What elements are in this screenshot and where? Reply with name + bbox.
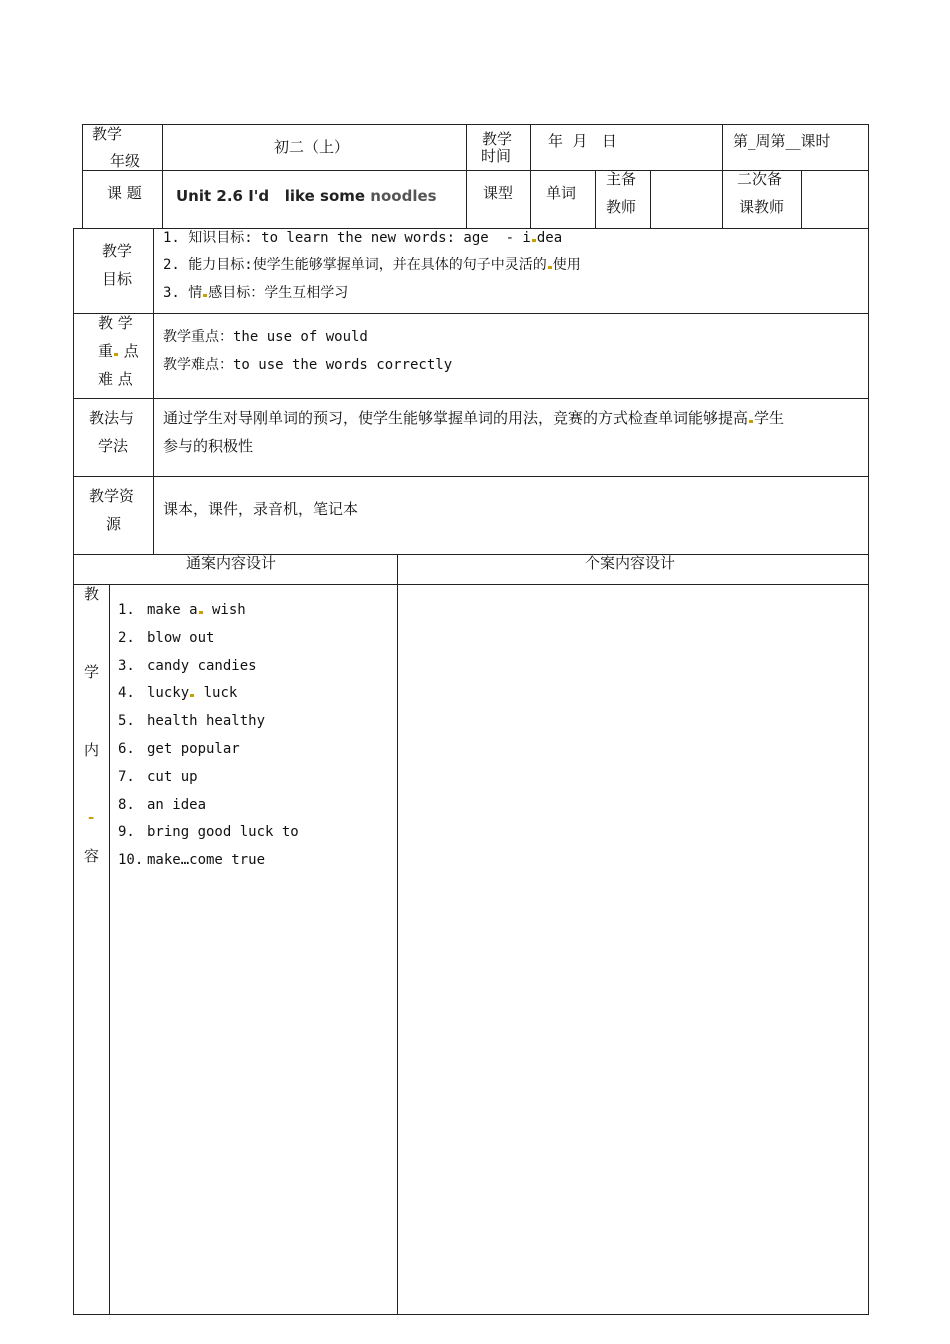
- side-label-3: 内: [84, 741, 100, 759]
- mark-dot: [190, 694, 194, 697]
- rule: [868, 124, 869, 1315]
- word-number: 1.: [118, 602, 135, 618]
- word-item: [118, 740, 240, 758]
- lead-teacher-label-line2: 教师: [606, 198, 637, 216]
- time-label-text: 时间: [481, 147, 512, 165]
- rule: [73, 476, 869, 477]
- objective-emotion-text: 3. 情: [163, 285, 203, 301]
- rule: [466, 124, 467, 228]
- rule: [109, 584, 110, 1315]
- mark-dot: [548, 266, 552, 269]
- word-item: [118, 712, 265, 730]
- keypoints-label-line3: 难 点: [98, 370, 133, 388]
- word-item: [118, 657, 257, 675]
- word-number: 7.: [118, 768, 135, 785]
- objective-knowledge-tail: dea: [536, 230, 563, 246]
- word-text: health healthy: [147, 713, 266, 730]
- word-number: 4.: [118, 685, 135, 702]
- time-label-line2: [481, 147, 511, 165]
- methods-text-line2: 参与的积极性: [163, 437, 254, 455]
- objectives-label-line1: 教学: [102, 242, 133, 260]
- grade-label-line2: 年级: [110, 152, 141, 170]
- rule: [650, 170, 651, 228]
- objective-emotion-tail: 感目标：学生互相学习: [208, 285, 349, 301]
- word-text: candy candies: [147, 657, 257, 674]
- word-text: make a: [147, 602, 198, 618]
- methods-text-b: 学生: [754, 409, 785, 427]
- rule: [595, 170, 596, 228]
- word-item: [118, 796, 206, 814]
- word-item: [118, 601, 246, 619]
- mark-dot: [199, 611, 203, 614]
- keypoints-label-a: 重: [98, 342, 114, 360]
- keypoints-label-b: 点: [123, 342, 139, 360]
- resources-text: 课本，课件，录音机，笔记本: [163, 500, 359, 518]
- objective-emotion: [163, 284, 348, 302]
- objective-knowledge: [163, 229, 562, 247]
- rule: [82, 124, 869, 125]
- side-label-4: -: [88, 808, 95, 826]
- side-label-1: 教: [84, 585, 100, 603]
- side-label-2: 学: [84, 663, 100, 681]
- word-number: 5.: [118, 713, 135, 730]
- rule: [530, 124, 531, 228]
- second-teacher-label-line2: 课教师: [739, 198, 785, 216]
- date-value: 年 月 日: [548, 132, 617, 150]
- rule: [73, 1314, 869, 1315]
- lead-teacher-label-line1: 主备: [606, 170, 637, 188]
- word-text: an idea: [147, 796, 207, 813]
- methods-label-line1: 教法与: [89, 409, 135, 427]
- word-text: lucky: [147, 685, 190, 702]
- mark-dot: [749, 420, 753, 423]
- mark-dot: [532, 239, 536, 242]
- objective-ability: [163, 256, 581, 274]
- word-item: [118, 629, 214, 647]
- rule: [73, 313, 869, 314]
- type-label: 课型: [483, 184, 514, 202]
- side-label-5: 容: [84, 847, 100, 865]
- mark-dot: [114, 353, 118, 356]
- word-text: bring good luck to: [147, 824, 299, 841]
- word-item: [118, 768, 198, 786]
- individual-design-header: 个案内容设计: [585, 554, 676, 572]
- resources-label-line1: 教学资: [89, 487, 135, 505]
- mark-dot: [203, 294, 207, 297]
- methods-text-a: 通过学生对导刚单词的预习，使学生能够掌握单词的用法，竞赛的方式检查单词能够提高: [163, 409, 749, 427]
- common-design-header: 通案内容设计: [186, 554, 277, 572]
- methods-text-line1: [163, 409, 784, 427]
- objective-knowledge-text: 1. 知识目标: to learn the new words: age - i: [163, 230, 531, 246]
- topic-value-end: noodles: [370, 187, 437, 205]
- word-number: 3.: [118, 657, 135, 674]
- grade-label-line1: 教学: [92, 125, 123, 143]
- topic-value: [176, 187, 437, 205]
- word-number: 6.: [118, 741, 135, 757]
- rule: [73, 584, 869, 585]
- time-label-line1: 教学: [482, 130, 513, 148]
- word-number: 2.: [118, 629, 135, 646]
- period-value: 第_周第__课时: [733, 132, 831, 150]
- rule: [82, 124, 83, 228]
- word-text: blow out: [147, 629, 215, 646]
- word-number: 8.: [118, 796, 135, 813]
- methods-label-line2: 学法: [98, 437, 129, 455]
- word-text: cut up: [147, 768, 198, 785]
- word-text-tail: wish: [203, 602, 246, 618]
- word-number: 9.: [118, 824, 135, 841]
- topic-label: 课 题: [107, 184, 142, 202]
- keypoints-label-line2: [98, 342, 139, 360]
- word-text: get popular: [147, 741, 240, 757]
- second-teacher-label-line1: 二次备: [737, 170, 783, 188]
- word-item: [118, 823, 299, 841]
- rule: [722, 124, 723, 228]
- rule: [162, 124, 163, 228]
- key-difficulty: 教学难点：to use the words correctly: [163, 357, 453, 373]
- objective-ability-tail: 使用: [552, 257, 581, 273]
- rule: [73, 228, 74, 1315]
- resources-label-line2: 源: [106, 515, 122, 533]
- topic-value-main: Unit 2.6 I'd like some: [176, 187, 366, 205]
- type-value: 单词: [546, 184, 577, 202]
- rule: [73, 398, 869, 399]
- key-focus: 教学重点：the use of would: [163, 329, 368, 345]
- objectives-label-line2: 目标: [102, 270, 133, 288]
- word-text: make…come true: [147, 852, 266, 869]
- keypoints-label-line1: 教 学: [98, 314, 133, 332]
- word-text-tail: luck: [195, 685, 238, 702]
- rule: [153, 228, 154, 554]
- word-number: 10.: [118, 852, 144, 869]
- objective-ability-text: 2. 能力目标:使学生能够掌握单词，并在具体的句子中灵活的: [163, 257, 547, 273]
- rule: [801, 170, 802, 228]
- grade-value: 初二（上）: [274, 138, 350, 156]
- rule: [397, 554, 398, 1315]
- word-item: [118, 851, 265, 869]
- word-item: [118, 684, 237, 702]
